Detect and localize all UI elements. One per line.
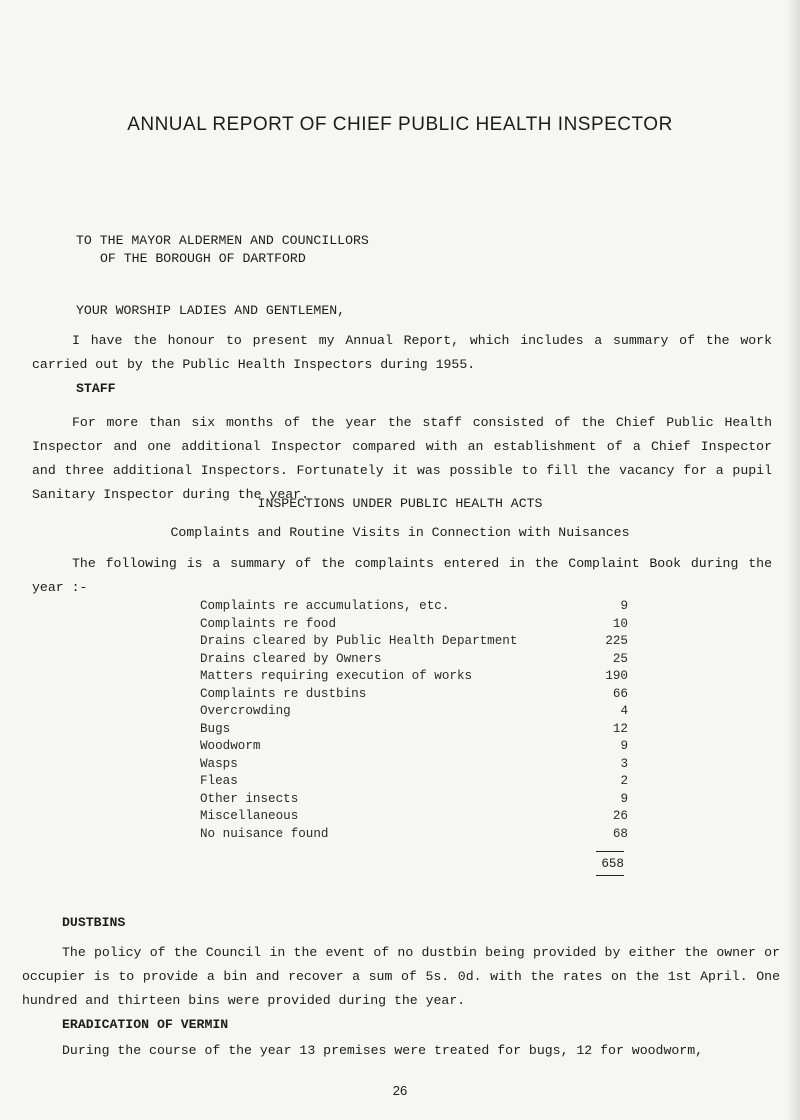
complaint-label: Woodworm [200, 739, 261, 753]
intro-paragraph: I have the honour to present my Annual Report, which includes a summary of the work carried out by the Public Health Inspectors during 1955. [32, 333, 772, 372]
complaint-label: Drains cleared by Owners [200, 651, 382, 666]
complaint-label: No nuisance found [200, 826, 329, 841]
table-row [200, 738, 628, 756]
complaint-count: 2 [620, 774, 628, 788]
table-row [200, 616, 628, 634]
page-edge-shadow [786, 0, 800, 1120]
complaint-count: 66 [612, 686, 628, 701]
total-rule-top [596, 851, 624, 852]
complaint-count: 9 [620, 739, 628, 753]
complaint-count: 9 [620, 791, 628, 806]
complaint-count: 10 [612, 616, 628, 631]
complaint-count: 68 [612, 826, 628, 841]
table-row [200, 703, 628, 721]
table-row [200, 633, 628, 651]
total-rule-bottom [596, 875, 624, 876]
inspections-subheading: Complaints and Routine Visits in Connection with Nuisances [170, 525, 630, 540]
complaint-count: 225 [605, 634, 628, 648]
dustbins-paragraph: The policy of the Council in the event of no dustbin being provided by either the owner or occupier is to provide a bin and recover a sum of 5s. 0d. with the rates on the 1st April. One hundred and thirteen bins were provided during the year. [22, 945, 780, 1008]
table-row [200, 721, 628, 739]
table-row [200, 651, 628, 669]
complaint-count: 190 [605, 669, 628, 683]
complaint-count: 3 [620, 756, 628, 771]
complaint-label: Complaints re food [200, 616, 337, 631]
complaint-label: Other insects [200, 791, 299, 806]
table-row [200, 598, 628, 616]
address-line-2: OF THE BOROUGH OF DARTFORD [100, 251, 306, 266]
complaint-count: 26 [612, 809, 628, 823]
page-number: 26 [392, 1083, 408, 1098]
dustbins-heading: DUSTBINS [62, 915, 126, 930]
complaints-total: 658 [601, 857, 624, 871]
table-row [200, 756, 628, 774]
complaint-count: 4 [620, 704, 628, 718]
complaint-count: 25 [612, 651, 628, 666]
complaint-label: Bugs [200, 721, 231, 736]
complaint-count: 12 [612, 721, 628, 736]
complaint-label: Wasps [200, 756, 238, 771]
salutation: YOUR WORSHIP LADIES AND GENTLEMEN, [76, 303, 346, 318]
complaint-label: Fleas [200, 774, 238, 788]
staff-heading: STAFF [76, 381, 116, 396]
complaints-table [200, 598, 628, 843]
complaint-count: 9 [620, 599, 628, 613]
vermin-heading: ERADICATION OF VERMIN [62, 1017, 229, 1032]
complaint-label: Matters requiring execution of works [200, 669, 473, 683]
complaint-label: Complaints re dustbins [200, 686, 367, 701]
table-row [200, 808, 628, 826]
complaint-label: Miscellaneous [200, 809, 299, 823]
complaint-label: Drains cleared by Public Health Department [200, 634, 518, 648]
staff-paragraph: For more than six months of the year the staff consisted of the Chief Public Health Inspector and one additional Inspector compared with an establishment of a Chief Inspector and three additional Inspectors. Fortunately it was possible to fill the vacancy for a pupil Sanitary Inspector during the year. [32, 415, 772, 502]
table-row [200, 773, 628, 791]
report-title: ANNUAL REPORT OF CHIEF PUBLIC HEALTH INSPECTOR [127, 114, 673, 135]
vermin-paragraph: During the course of the year 13 premises were treated for bugs, 12 for woodworm, [62, 1043, 704, 1058]
table-row [200, 791, 628, 809]
inspections-heading: INSPECTIONS UNDER PUBLIC HEALTH ACTS [257, 496, 543, 511]
table-row [200, 826, 628, 844]
address-line-1: TO THE MAYOR ALDERMEN AND COUNCILLORS [76, 233, 369, 248]
table-row [200, 686, 628, 704]
complaint-label: Overcrowding [200, 704, 291, 718]
table-row [200, 668, 628, 686]
complaint-label: Complaints re accumulations, etc. [200, 599, 450, 613]
inspections-paragraph: The following is a summary of the complaints entered in the Complaint Book during the year :- [32, 556, 772, 595]
